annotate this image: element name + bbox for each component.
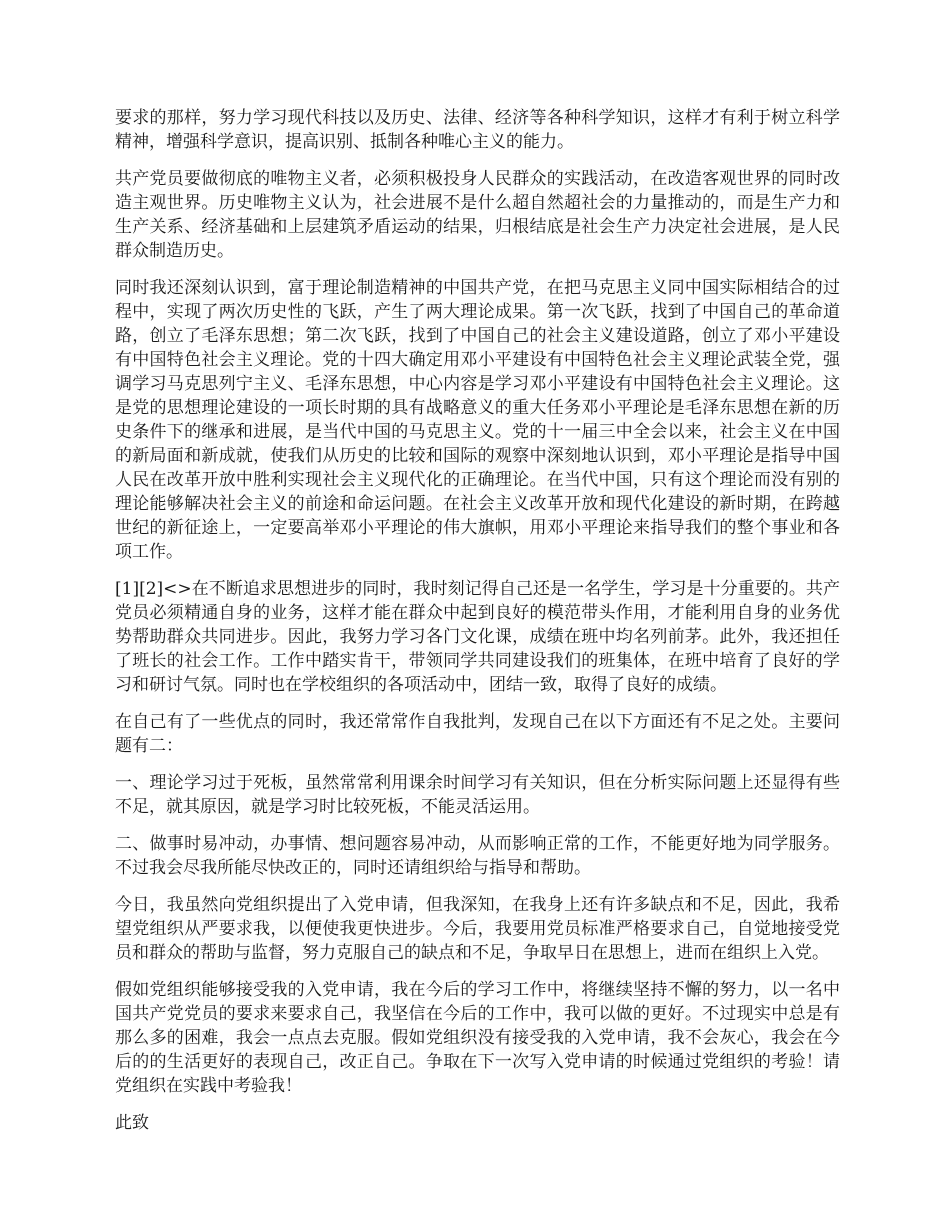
paragraph: 二、做事时易冲动，办事情、想问题容易冲动，从而影响正常的工作，不能更好地为同学服务。不过我会尽我所能尽快改正的，同时还请组织给与指导和帮助。 xyxy=(115,834,840,878)
paragraph: 假如党组织能够接受我的入党申请，我在今后的学习工作中，将继续坚持不懈的努力，以一名中国共产党党员的要求来要求自己，我坚信在今后的工作中，我可以做的更好。不过现实中总是有那么多的困难，我会一点点去克服。假如党组织没有接受我的入党申请，我不会灰心，我会在今后的的生活更好的表现自己，改正自己。争取在下一次写入党申请的时候通过党组织的考验！请党组织在实践中考验我！ xyxy=(115,980,840,1096)
paragraph: 一、理论学习过于死板，虽然常常利用课余时间学习有关知识，但在分析实际问题上还显得有些不足，就其原因，就是学习时比较死板，不能灵活运用。 xyxy=(115,773,840,817)
paragraph: [1][2]<>在不断追求思想进步的同时，我时刻记得自己还是一名学生，学习是十分重要的。共产党员必须精通自身的业务，这样才能在群众中起到良好的模范带头作用，才能利用自身的业务优势帮助群众共同进步。因此，我努力学习各门文化课，成绩在班中均名列前茅。此外，我还担任了班长的社会工作。工作中踏实肯干，带领同学共同建设我们的班集体，在班中培育了良好的学习和研讨气氛。同时也在学校组织的各项活动中，团结一致，取得了良好的成绩。 xyxy=(115,579,840,695)
paragraph: 今日，我虽然向党组织提出了入党申请，但我深知，在我身上还有许多缺点和不足，因此，我希望党组织从严要求我，以便使我更快进步。今后，我要用党员标准严格要求自己，自觉地接受党员和群众的帮助与监督，努力克服自己的缺点和不足，争取早日在思想上，进而在组织上入党。 xyxy=(115,895,840,963)
paragraph: 要求的那样，努力学习现代科技以及历史、法律、经济等各种科学知识，这样才有利于树立科学精神，增强科学意识，提高识别、抵制各种唯心主义的能力。 xyxy=(115,108,840,152)
closing-salutation: 此致 xyxy=(115,1113,149,1133)
paragraph: 共产党员要做彻底的唯物主义者，必须积极投身人民群众的实践活动，在改造客观世界的同时改造主观世界。历史唯物主义认为，社会进展不是什么超自然超社会的力量推动的，而是生产力和生产关系、经济基础和上层建筑矛盾运动的结果，归根结底是社会生产力决定社会进展，是人民群众制造历史。 xyxy=(115,169,840,261)
paragraph: 在自己有了一些优点的同时，我还常常作自我批判，发现自己在以下方面还有不足之处。主要问题有二： xyxy=(115,712,840,756)
paragraph: 同时我还深刻认识到，富于理论制造精神的中国共产党，在把马克思主义同中国实际相结合的过程中，实现了两次历史性的飞跃，产生了两大理论成果。第一次飞跃，找到了中国自己的革命道路，创立了毛泽东思想；第二次飞跃，找到了中国自己的社会主义建设道路，创立了邓小平建设有中国特色社会主义理论。党的十四大确定用邓小平建设有中国特色社会主义理论武装全党，强调学习马克思列宁主义、毛泽东思想，中心内容是学习邓小平建设有中国特色社会主义理论。这是党的思想理论建设的一项长时期的具有战略意义的重大任务邓小平理论是毛泽东思想在新的历史条件下的继承和进展，是当代中国的马克思主义。党的十一届三中全会以来，社会主义在中国的新局面和新成就，使我们从历史的比较和国际的观察中深刻地认识到，邓小平理论是指导中国人民在改革开放中胜利实现社会主义现代化的正确理论。在当代中国，只有这个理论而没有别的理论能够解决社会主义的前途和命运问题。在社会主义改革开放和现代化建设的新时期，在跨越世纪的新征途上，一定要高举邓小平理论的伟大旗帜，用邓小平理论来指导我们的整个事业和各项工作。 xyxy=(115,278,840,562)
document-body xyxy=(115,106,840,1148)
